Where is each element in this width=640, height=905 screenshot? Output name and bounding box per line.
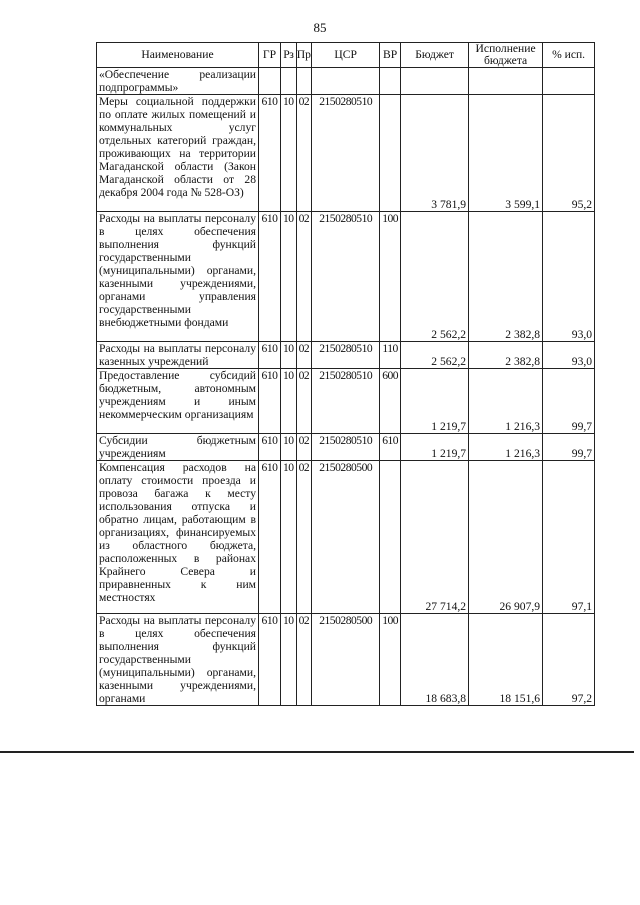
cell-name: Меры социальной поддержки по оплате жилых помещений и коммунальных услуг отдельных категорий граждан, проживающих на территории Магаданской области (Закон Магаданской области от 28 декабря 2004 года № 528-ОЗ)	[97, 95, 259, 212]
header-budget: Бюджет	[401, 43, 469, 68]
table-row	[97, 461, 595, 614]
cell-gr	[259, 68, 281, 95]
cell-pr: 02	[296, 461, 312, 614]
cell-csr	[312, 68, 380, 95]
table-row	[97, 95, 595, 212]
cell-vr	[380, 95, 401, 212]
cell-percent: 97,1	[543, 461, 595, 614]
cell-budget: 18 683,8	[401, 614, 469, 706]
cell-percent: 95,2	[543, 95, 595, 212]
cell-execution: 1 216,3	[469, 369, 543, 434]
cell-gr: 610	[259, 614, 281, 706]
cell-budget	[401, 68, 469, 95]
cell-name: Расходы на выплаты персоналу казенных учреждений	[97, 342, 259, 369]
cell-rz: 10	[281, 434, 297, 461]
header-name: Наименование	[97, 43, 259, 68]
cell-pr: 02	[296, 614, 312, 706]
cell-vr	[380, 461, 401, 614]
cell-csr: 2150280500	[312, 614, 380, 706]
table-row	[97, 212, 595, 342]
cell-name: «Обеспечение реализации подпрограммы»	[97, 68, 259, 95]
cell-budget: 1 219,7	[401, 434, 469, 461]
cell-csr: 2150280510	[312, 369, 380, 434]
cell-execution: 26 907,9	[469, 461, 543, 614]
cell-gr: 610	[259, 434, 281, 461]
cell-rz: 10	[281, 461, 297, 614]
table-row	[97, 68, 595, 95]
cell-execution: 3 599,1	[469, 95, 543, 212]
cell-vr: 100	[380, 212, 401, 342]
header-rz: Рз	[281, 43, 297, 68]
page-number: 85	[313, 20, 327, 35]
cell-execution: 1 216,3	[469, 434, 543, 461]
cell-name: Субсидии бюджетным учреждениям	[97, 434, 259, 461]
cell-pr: 02	[296, 212, 312, 342]
cell-rz: 10	[281, 212, 297, 342]
header-vr: ВР	[380, 43, 401, 68]
cell-pr: 02	[296, 95, 312, 212]
budget-table	[96, 42, 595, 706]
header-csr: ЦСР	[312, 43, 380, 68]
cell-name: Расходы на выплаты персоналу в целях обеспечения выполнения функций государственными (муниципальными) органами, казенными учреждениями, органами управления государственными внебюджетными фондами	[97, 212, 259, 342]
cell-csr: 2150280510	[312, 342, 380, 369]
cell-rz: 10	[281, 342, 297, 369]
table-row	[97, 614, 595, 706]
cell-gr: 610	[259, 95, 281, 212]
cell-execution: 18 151,6	[469, 614, 543, 706]
cell-name: Предоставление субсидий бюджетным, автономным учреждениям и иным некоммерческим организациям	[97, 369, 259, 434]
cell-budget: 3 781,9	[401, 95, 469, 212]
cell-percent: 99,7	[543, 369, 595, 434]
table-header-row	[97, 43, 595, 68]
header-gr: ГР	[259, 43, 281, 68]
cell-gr: 610	[259, 342, 281, 369]
cell-pr: 02	[296, 369, 312, 434]
cell-csr: 2150280500	[312, 461, 380, 614]
cell-pr	[296, 68, 312, 95]
table-row	[97, 369, 595, 434]
cell-percent	[543, 68, 595, 95]
cell-csr: 2150280510	[312, 434, 380, 461]
cell-percent: 97,2	[543, 614, 595, 706]
cell-rz: 10	[281, 369, 297, 434]
cell-budget: 1 219,7	[401, 369, 469, 434]
cell-percent: 99,7	[543, 434, 595, 461]
cell-csr: 2150280510	[312, 95, 380, 212]
cell-vr	[380, 68, 401, 95]
table-body	[97, 68, 595, 706]
cell-vr: 600	[380, 369, 401, 434]
cell-vr: 100	[380, 614, 401, 706]
cell-name: Расходы на выплаты персоналу в целях обеспечения выполнения функций государственными (муниципальными) органами, казенными учреждениями, органами	[97, 614, 259, 706]
cell-execution: 2 382,8	[469, 212, 543, 342]
footer-rule	[0, 751, 634, 753]
cell-vr: 610	[380, 434, 401, 461]
cell-rz: 10	[281, 95, 297, 212]
table-row	[97, 434, 595, 461]
cell-budget: 27 714,2	[401, 461, 469, 614]
cell-pr: 02	[296, 342, 312, 369]
header-execution: Исполнение бюджета	[469, 43, 543, 68]
cell-execution	[469, 68, 543, 95]
cell-vr: 110	[380, 342, 401, 369]
header-percent: % исп.	[543, 43, 595, 68]
cell-gr: 610	[259, 369, 281, 434]
cell-gr: 610	[259, 461, 281, 614]
cell-csr: 2150280510	[312, 212, 380, 342]
cell-execution: 2 382,8	[469, 342, 543, 369]
header-pr: Пр	[296, 43, 312, 68]
cell-rz	[281, 68, 297, 95]
table-row	[97, 342, 595, 369]
cell-name: Компенсация расходов на оплату стоимости проезда и провоза багажа к месту использования отпуска и обратно лицам, работающим в организациях, финансируемых из областного бюджета, расположенных в районах Крайнего Севера и приравненных к ним местностях	[97, 461, 259, 614]
cell-gr: 610	[259, 212, 281, 342]
cell-budget: 2 562,2	[401, 342, 469, 369]
cell-pr: 02	[296, 434, 312, 461]
cell-percent: 93,0	[543, 342, 595, 369]
cell-rz: 10	[281, 614, 297, 706]
cell-budget: 2 562,2	[401, 212, 469, 342]
cell-percent: 93,0	[543, 212, 595, 342]
